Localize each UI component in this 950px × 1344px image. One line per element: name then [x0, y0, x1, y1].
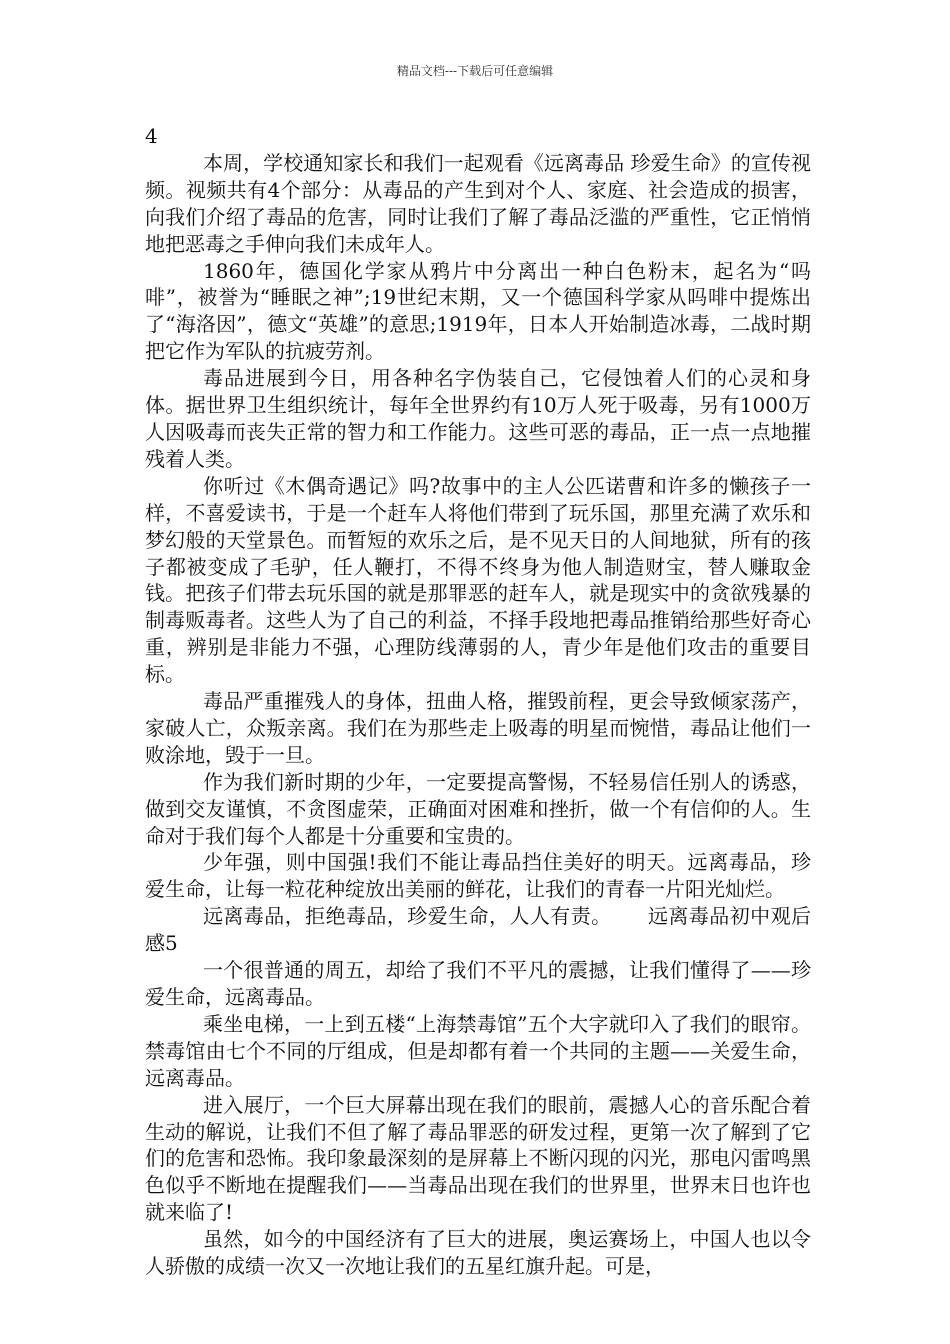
- next-essay-title: 远离毒品初中观后感5: [145, 904, 812, 956]
- paragraph-11: 进入展厅，一个巨大屏幕出现在我们的眼前，震撼人心的音乐配合着生动的解说，让我们不但了解了毒品罪恶的研发过程，更第一次了解到了它们的危害和恐怖。我印象最深刻的是屏幕上不断闪现的闪光，那电闪雷鸣黑色似乎不断地在提醒我们——当毒品出现在我们的世界里，世界末日也许也就来临了!: [145, 1092, 811, 1225]
- paragraph-5: 毒品严重摧残人的身体，扭曲人格，摧毁前程，更会导致倾家荡产，家破人亡，众叛亲离。我们在为那些走上吸毒的明星而惋惜，毒品让他们一败涂地，毁于一旦。: [145, 689, 811, 767]
- document-body: [145, 123, 811, 1280]
- paragraph-7: 少年强，则中国强!我们不能让毒品挡住美好的明天。远离毒品，珍爱生命，让每一粒花种绽放出美丽的鲜花，让我们的青春一片阳光灿烂。: [145, 850, 811, 902]
- paragraph-2: 1860年，德国化学家从鸦片中分离出一种白色粉末，起名为“吗啡”，被誉为“睡眠之神”;19世纪末期，又一个德国科学家从吗啡中提炼出了“海洛因”，德文“英雄”的意思;1919年，日本人开始制造冰毒，二战时期把它作为军队的抗疲劳剂。: [145, 258, 811, 364]
- paragraph-8: [145, 903, 811, 957]
- closing-line: 远离毒品，拒绝毒品，珍爱生命，人人有责。: [203, 904, 612, 929]
- paragraph-4: 你听过《木偶奇遇记》吗?故事中的主人公匹诺曹和许多的懒孩子一样，不喜爱读书，于是一个赶车人将他们带到了玩乐国，那里充满了欢乐和梦幻般的天堂景色。而暂短的欢乐之后，是不见天日的人间地狱，所有的孩子都被变成了毛驴，任人鞭打，不得不终身为他人制造财宝，替人赚取金钱。把孩子们带去玩乐国的就是那罪恶的赶车人，就是现实中的贪欲残暴的制毒贩毒者。这些人为了自己的利益，不择手段地把毒品推销给那些好奇心重，辨别是非能力不强，心理防线薄弱的人，青少年是他们攻击的重要目标。: [145, 473, 811, 687]
- paragraph-12: 虽然，如今的中国经济有了巨大的进展，奥运赛场上，中国人也以令人骄傲的成绩一次又一次地让我们的五星红旗升起。可是，: [145, 1227, 811, 1279]
- paragraph-10: 乘坐电梯，一上到五楼“上海禁毒馆”五个大字就印入了我们的眼帘。禁毒馆由七个不同的厅组成，但是却都有着一个共同的主题——关爱生命，远离毒品。: [145, 1011, 811, 1090]
- paragraph-9: 一个很普通的周五，却给了我们不平凡的震撼，让我们懂得了——珍爱生命，远离毒品。: [145, 958, 811, 1009]
- paragraph-3: 毒品进展到今日，用各种名字伪装自己，它侵蚀着人们的心灵和身体。据世界卫生组织统计，每年全世界约有10万人死于吸毒，另有1000万人因吸毒而丧失正常的智力和工作能力。这些可恶的毒品，正一点一点地摧残着人类。: [145, 366, 811, 471]
- page-header: 精品文档---下载后可任意编辑: [396, 64, 554, 78]
- page-number: 4: [145, 124, 158, 148]
- paragraph-1: 本周，学校通知家长和我们一起观看《远离毒品 珍爱生命》的宣传视频。视频共有4个部分：从毒品的产生到对个人、家庭、社会造成的损害，向我们介绍了毒品的危害，同时让我们了解了毒品泛滥的严重性，它正悄悄地把恶毒之手伸向我们未成年人。: [145, 150, 811, 256]
- paragraph-6: 作为我们新时期的少年，一定要提高警惕，不轻易信任别人的诱惑，做到交友谨慎，不贪图虚荣，正确面对困难和挫折，做一个有信仰的人。生命对于我们每个人都是十分重要和宝贵的。: [145, 769, 811, 848]
